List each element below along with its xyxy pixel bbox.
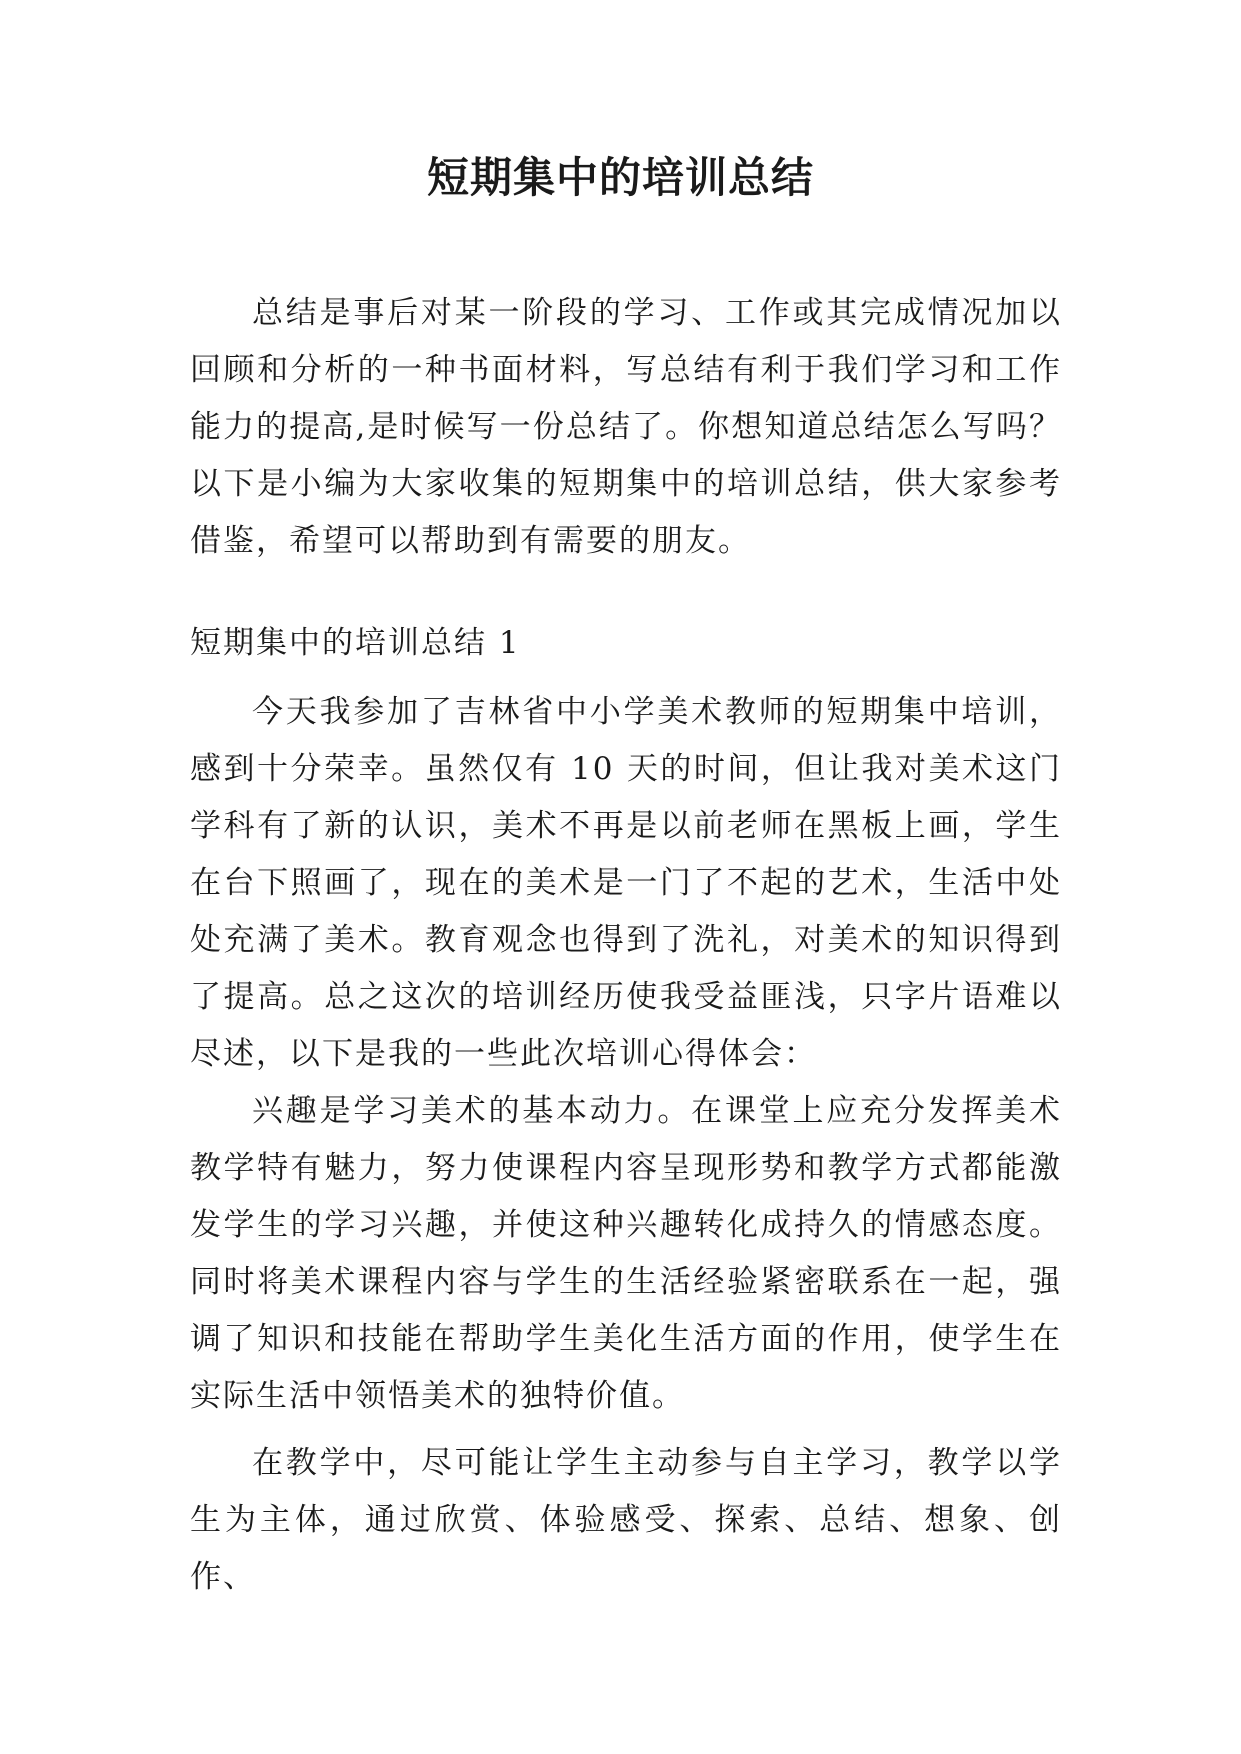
body-paragraph: 在教学中，尽可能让学生主动参与自主学习，教学以学生为主体，通过欣赏、体验感受、探索、总结、想象、创作、 bbox=[190, 1445, 1062, 1595]
document-body bbox=[190, 285, 1062, 1606]
body-paragraph: 今天我参加了吉林省中小学美术教师的短期集中培训，感到十分荣幸。虽然仅有 10 天的时间，但让我对美术这门学科有了新的认识，美术不再是以前老师在黑板上画，学生在台下照画了，现在的美术是一门了不起的艺术，生活中处处充满了美术。教育观念也得到了洗礼，对美术的知识得到了提高。总之这次的培训经历使我受益匪浅，只字片语难以尽述，以下是我的一些此次培训心得体会： bbox=[190, 694, 1062, 1072]
document-title: 短期集中的培训总结 bbox=[426, 153, 814, 202]
body-paragraph: 兴趣是学习美术的基本动力。在课堂上应充分发挥美术教学特有魅力，努力使课程内容呈现形势和教学方式都能激发学生的学习兴趣，并使这种兴趣转化成持久的情感态度。同时将美术课程内容与学生的生活经验紧密联系在一起，强调了知识和技能在帮助学生美化生活方面的作用，使学生在实际生活中领悟美术的独特价值。 bbox=[190, 1093, 1062, 1414]
intro-paragraph: 总结是事后对某一阶段的学习、工作或其完成情况加以回顾和分析的一种书面材料，写总结有利于我们学习和工作能力的提高,是时候写一份总结了。你想知道总结怎么写吗？以下是小编为大家收集的短期集中的培训总结，供大家参考借鉴，希望可以帮助到有需要的朋友。 bbox=[190, 295, 1062, 559]
section-heading: 短期集中的培训总结 1 bbox=[190, 625, 521, 661]
